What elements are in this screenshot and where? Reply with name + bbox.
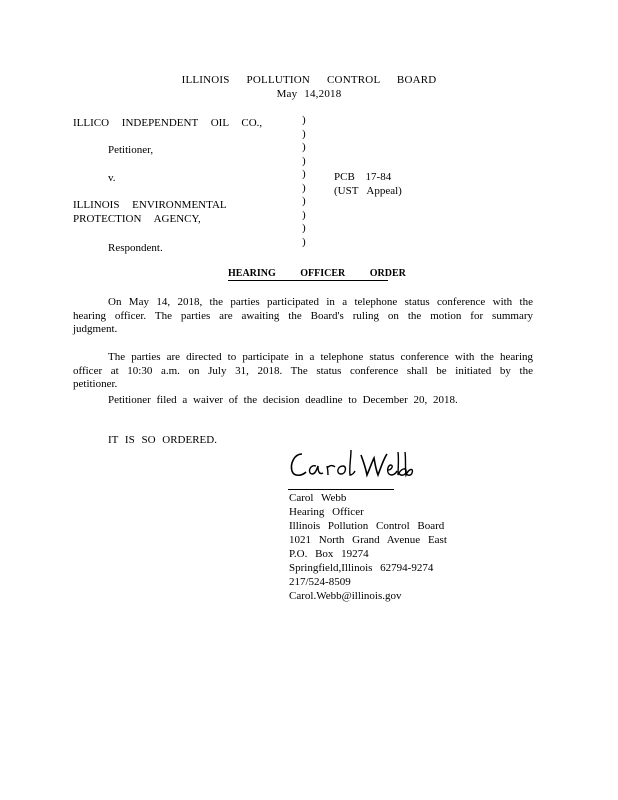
signature-city-state-zip: Springfield,Illinois 62794-9274	[289, 562, 434, 574]
header-agency: ILLINOIS POLLUTION CONTROL BOARD	[181, 74, 437, 86]
caption-petitioner-name: ILLICO INDEPENDENT OIL CO.,	[73, 117, 263, 129]
caption-versus: v.	[108, 172, 116, 184]
order-title-underline	[228, 280, 388, 281]
signature-email[interactable]: Carol.Webb@illinois.gov	[289, 590, 402, 602]
paragraph-1: On May 14, 2018, the parties participated in a telephone status conference with the hearing officer. The parties are awaiting the Board's ruling on the motion for summary judgment.	[73, 296, 533, 336]
handwritten-signature	[288, 446, 414, 482]
closing-statement: IT IS SO ORDERED.	[108, 434, 217, 446]
paragraph-2: The parties are directed to participate in a telephone status conference with the hearing officer at 10:30 a.m. on July 31, 2018. The status conference shall be initiated by the petitioner.	[73, 351, 533, 391]
caption-petitioner-role: Petitioner,	[108, 144, 154, 156]
order-title: HEARING OFFICER ORDER	[228, 268, 406, 279]
caption-respondent-name-2: PROTECTION AGENCY,	[73, 213, 201, 225]
caption-parenthesis-column: ) ) ) ) ) ) ) ) ) )	[302, 114, 306, 248]
signature-phone: 217/524-8509	[289, 576, 351, 588]
signature-line	[288, 489, 394, 490]
case-number: PCB 17-84	[334, 171, 392, 183]
paragraph-3: Petitioner filed a waiver of the decision deadline to December 20, 2018.	[108, 394, 458, 406]
header-date: May 14,2018	[276, 88, 342, 100]
signature-organization: Illinois Pollution Control Board	[289, 520, 445, 532]
signature-po-box: P.O. Box 19274	[289, 548, 369, 560]
signature-street: 1021 North Grand Avenue East	[289, 534, 447, 546]
case-type: (UST Appeal)	[334, 185, 402, 197]
signature-title: Hearing Officer	[289, 506, 364, 518]
caption-respondent-name-1: ILLINOIS ENVIRONMENTAL	[73, 199, 227, 211]
signature-name: Carol Webb	[289, 492, 347, 504]
caption-respondent-role: Respondent.	[108, 242, 163, 254]
